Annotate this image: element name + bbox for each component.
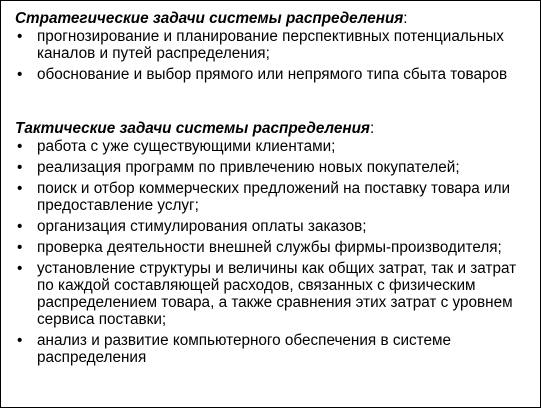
- bullet-icon: •: [17, 159, 23, 176]
- list-item-text: поиск и отбор коммерческих предложений на поставку товара или предоставление услуг;: [37, 180, 511, 214]
- bullet-list: [15, 28, 533, 83]
- list-item-text: анализ и развитие компьютерного обеспечения в системе распределения: [37, 332, 452, 366]
- list-item-text: работа с уже существующими клиентами;: [37, 138, 336, 155]
- bullet-icon: •: [17, 332, 23, 349]
- bullet-icon: •: [17, 28, 23, 45]
- bullet-icon: •: [17, 239, 23, 256]
- section-heading: [15, 120, 533, 137]
- list-item: [15, 28, 533, 62]
- list-item: [15, 239, 533, 256]
- bullet-icon: •: [17, 260, 23, 277]
- section-heading-colon: :: [403, 10, 408, 27]
- list-item: [15, 218, 533, 235]
- bullet-icon: •: [17, 218, 23, 235]
- section-heading-colon: :: [369, 120, 375, 137]
- list-item: [15, 66, 533, 83]
- list-item: [15, 332, 533, 366]
- section-tactical: [15, 120, 533, 366]
- list-item-text: прогнозирование и планирование перспективных потенциальных каналов и путей распределения;: [37, 28, 504, 62]
- section-spacer: [15, 83, 533, 120]
- list-item-text: реализация программ по привлечению новых покупателей;: [37, 159, 460, 176]
- bullet-icon: •: [17, 180, 23, 197]
- list-item: [15, 180, 533, 214]
- bullet-icon: •: [17, 138, 23, 155]
- section-heading-text: Стратегические задачи системы распределения: [15, 10, 404, 27]
- document-content: [15, 10, 533, 366]
- list-item: [15, 159, 533, 176]
- list-item-text: обоснование и выбор прямого или непрямого типа сбыта товаров: [37, 66, 508, 83]
- section-heading: [15, 10, 533, 27]
- list-item: [15, 260, 533, 328]
- list-item-text: организация стимулирования оплаты заказов;: [37, 218, 367, 235]
- bullet-list: [15, 138, 533, 366]
- section-strategic: [15, 10, 533, 83]
- list-item-text: установление структуры и величины как общих затрат, так и затрат по каждой составляющей расходов, связанных с физическим распределением товара, а также сравнения этих затрат с уровнем сервиса поставки;: [37, 260, 517, 328]
- section-heading-text: Тактические задачи системы распределения: [15, 120, 370, 137]
- list-item-text: проверка деятельности внешней службы фирмы-производителя;: [37, 239, 502, 256]
- bullet-icon: •: [17, 66, 23, 83]
- list-item: [15, 138, 533, 155]
